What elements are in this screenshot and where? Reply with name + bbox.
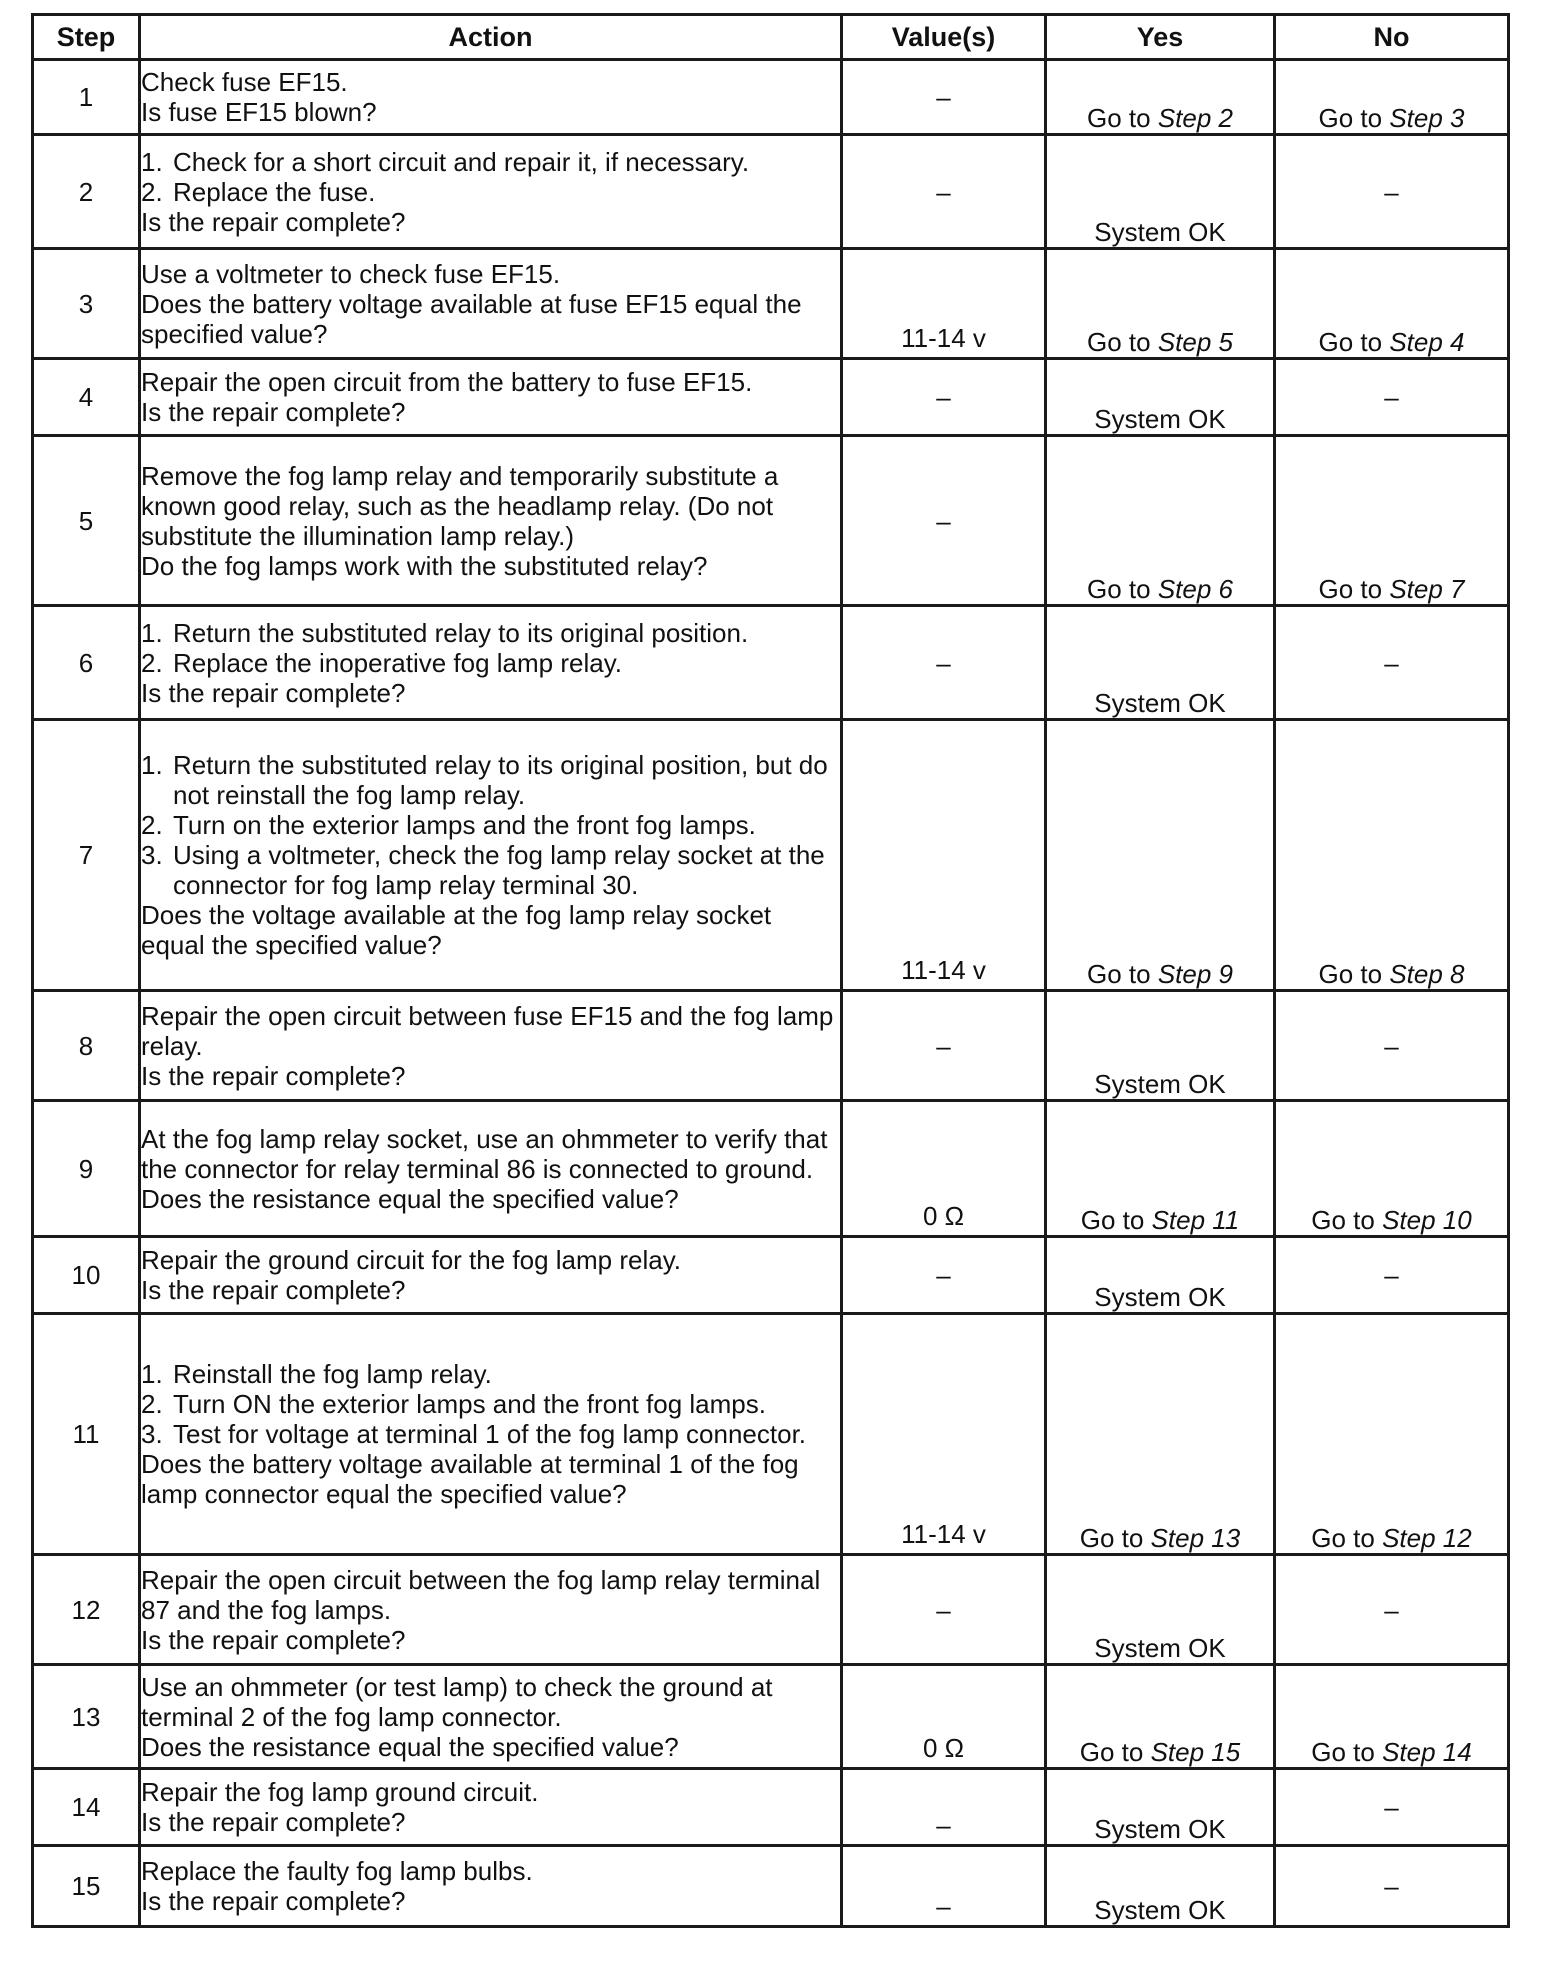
action-cell [140,359,842,436]
value-cell [842,1769,1046,1846]
value-text: 11-14 v [901,1519,986,1549]
yes-cell [1046,1314,1275,1555]
action-item-number: 1. [141,1359,163,1389]
value-text: – [936,382,951,412]
action-text: Does the resistance equal the specified value? [141,1731,679,1762]
yes-result: System OK [1094,1633,1226,1663]
no-cell [1275,1555,1509,1665]
yes-result: System OK [1094,404,1226,434]
action-text: Repair the ground circuit for the fog lamp relay. [141,1245,682,1275]
action-item-text: Turn on the exterior lamps and the front fog lamps. [173,810,756,840]
value-cell [842,359,1046,436]
no-cell [1275,606,1509,720]
yes-cell [1046,60,1275,135]
table-row [33,1846,1509,1927]
yes-step-ref: Step 11 [1151,1205,1240,1235]
value-cell [842,1846,1046,1927]
action-item-text: Return the substituted relay to its original position. [173,617,749,648]
no-goto-label: Go to [1318,574,1383,604]
action-list-item [141,1359,840,1389]
action-text: Is the repair complete? [141,1275,406,1305]
step-number: 11 [33,1314,140,1555]
action-list-item [141,810,840,840]
step-number: 15 [33,1846,140,1927]
action-text: Use a voltmeter to check fuse EF15. [141,258,561,289]
yes-cell [1046,359,1275,436]
yes-cell [1046,720,1275,991]
yes-cell [1046,135,1275,249]
yes-result: System OK [1094,1282,1226,1312]
step-number: 6 [33,606,140,720]
value-text: – [936,1030,951,1061]
table-row [33,1237,1509,1314]
value-cell [842,249,1046,359]
table-row [33,1665,1509,1769]
step-number: 14 [33,1769,140,1846]
no-step-ref: Step 7 [1389,574,1465,604]
value-text: 0 Ω [922,1201,965,1231]
action-text: Is the repair complete? [141,1624,406,1655]
yes-result: System OK [1094,1814,1226,1844]
action-item-text: Replace the fuse. [173,176,376,207]
header-yes: Yes [1046,15,1275,60]
table-row [33,249,1509,359]
value-cell [842,1237,1046,1314]
no-result: – [1384,1260,1399,1290]
table-row [33,991,1509,1101]
yes-goto-label: Go to [1080,1205,1145,1235]
yes-goto-label: Go to [1079,1523,1144,1553]
yes-cell [1046,1846,1275,1927]
action-text: Repair the open circuit between fuse EF15 and the fog lamp relay. [141,1000,834,1061]
no-cell [1275,1237,1509,1314]
value-text: 11-14 v [901,323,986,353]
action-cell [140,720,842,991]
table-row [33,135,1509,249]
no-cell [1275,135,1509,249]
no-goto-label: Go to [1318,103,1383,133]
table-row [33,359,1509,436]
value-text: 11-14 v [901,955,986,985]
no-cell [1275,359,1509,436]
no-step-ref: Step 10 [1382,1205,1472,1235]
action-text: Repair the open circuit from the battery to fuse EF15. [141,367,753,397]
value-cell [842,1555,1046,1665]
no-cell [1275,60,1509,135]
yes-cell [1046,606,1275,720]
yes-cell [1046,1555,1275,1665]
no-step-ref: Step 3 [1389,103,1465,133]
action-item-number: 1. [141,617,163,648]
action-item-number: 3. [141,1419,163,1449]
action-text: Do the fog lamps work with the substituted relay? [141,550,708,581]
yes-result: System OK [1094,688,1226,718]
step-number: 13 [33,1665,140,1769]
yes-step-ref: Step 5 [1157,327,1233,357]
yes-step-ref: Step 13 [1150,1523,1241,1553]
action-cell [140,606,842,720]
action-cell [140,135,842,249]
action-item-text: Check for a short circuit and repair it, if necessary. [173,146,750,177]
action-item-text: Return the substituted relay to its original position, but do not reinstall the fog lamp relay. [173,750,828,810]
no-cell [1275,1314,1509,1555]
header-row [33,15,1509,60]
action-text: Replace the faulty fog lamp bulbs. [141,1856,533,1886]
action-text: Does the battery voltage available at fuse EF15 equal the specified value? [141,288,802,349]
yes-step-ref: Step 2 [1157,103,1233,133]
action-text: Repair the fog lamp ground circuit. [141,1777,539,1807]
action-item-text: Reinstall the fog lamp relay. [173,1359,492,1389]
no-cell [1275,1846,1509,1927]
value-text: – [936,176,951,207]
action-text: Is the repair complete? [141,1807,406,1837]
step-number: 7 [33,720,140,991]
yes-cell [1046,249,1275,359]
value-cell [842,1665,1046,1769]
step-number: 9 [33,1101,140,1237]
action-text: Repair the open circuit between the fog lamp relay terminal 87 and the fog lamps. [141,1564,821,1625]
yes-goto-label: Go to [1087,327,1151,357]
action-cell [140,1101,842,1237]
yes-step-ref: Step 15 [1150,1737,1241,1767]
step-number: 5 [33,436,140,606]
no-cell [1275,991,1509,1101]
no-goto-label: Go to [1311,1737,1375,1767]
header-step: Step [33,15,140,60]
diagnostic-table [31,13,1510,1928]
no-result: – [1384,1792,1399,1822]
yes-cell [1046,991,1275,1101]
no-goto-label: Go to [1318,327,1383,357]
yes-step-ref: Step 9 [1157,959,1233,989]
action-text: Is the repair complete? [141,1060,406,1091]
value-cell [842,1101,1046,1237]
action-item-text: Test for voltage at terminal 1 of the fog lamp connector. [173,1419,807,1449]
table-row [33,1101,1509,1237]
table-row [33,1314,1509,1555]
step-number: 3 [33,249,140,359]
step-number: 1 [33,60,140,135]
action-list-item [141,177,840,207]
action-cell [140,1237,842,1314]
action-item-number: 2. [141,810,163,840]
value-text: – [936,82,951,112]
action-text: Does the battery voltage available at terminal 1 of the fog lamp connector equal the specified value? [141,1449,799,1509]
action-text: At the fog lamp relay socket, use an ohmmeter to verify that the connector for relay terminal 86 is connected to ground. [141,1123,828,1184]
yes-step-ref: Step 6 [1157,574,1233,604]
action-text: Use an ohmmeter (or test lamp) to check the ground at terminal 2 of the fog lamp connector. [141,1671,773,1732]
yes-result: System OK [1094,1069,1226,1099]
no-step-ref: Step 12 [1382,1523,1472,1553]
no-result: – [1384,1594,1399,1625]
action-cell [140,1665,842,1769]
action-text: Does the resistance equal the specified value? [141,1183,679,1214]
step-number: 10 [33,1237,140,1314]
table-row [33,60,1509,135]
action-list-item [141,840,840,900]
value-text: – [936,1810,951,1840]
action-list-item [141,648,840,678]
table-row [33,606,1509,720]
action-list-item [141,750,840,810]
action-item-text: Replace the inoperative fog lamp relay. [173,647,622,678]
no-result: – [1384,176,1399,207]
value-cell [842,720,1046,991]
action-list-item [141,147,840,177]
action-text: Check fuse EF15. [141,67,348,97]
header-action: Action [140,15,842,60]
no-cell [1275,249,1509,359]
value-text: 0 Ω [922,1733,965,1763]
action-cell [140,1846,842,1927]
step-number: 8 [33,991,140,1101]
action-text: Does the voltage available at the fog lamp relay socket equal the specified value? [141,900,772,960]
yes-goto-label: Go to [1087,103,1151,133]
action-item-number: 3. [141,840,163,870]
action-cell [140,1769,842,1846]
no-result: – [1384,647,1399,678]
no-goto-label: Go to [1311,1523,1375,1553]
no-goto-label: Go to [1318,959,1383,989]
action-list-item [141,1389,840,1419]
yes-goto-label: Go to [1087,959,1151,989]
header-value: Value(s) [842,15,1046,60]
action-text: Is fuse EF15 blown? [141,97,377,127]
action-item-number: 2. [141,647,163,678]
action-text: Is the repair complete? [141,397,406,427]
value-text: – [936,1594,951,1625]
action-item-number: 1. [141,146,163,177]
value-cell [842,1314,1046,1555]
value-text: – [936,1891,951,1921]
table-row [33,1555,1509,1665]
value-cell [842,606,1046,720]
value-cell [842,60,1046,135]
yes-result: System OK [1094,217,1226,247]
table-row [33,436,1509,606]
action-item-number: 2. [141,1389,163,1419]
action-item-number: 1. [141,750,163,780]
no-goto-label: Go to [1311,1205,1375,1235]
no-result: – [1384,1030,1399,1061]
action-cell [140,249,842,359]
yes-cell [1046,1665,1275,1769]
action-item-text: Turn ON the exterior lamps and the front fog lamps. [173,1389,766,1419]
yes-cell [1046,436,1275,606]
step-number: 4 [33,359,140,436]
table-row [33,1769,1509,1846]
action-cell [140,991,842,1101]
yes-goto-label: Go to [1087,574,1151,604]
step-number: 2 [33,135,140,249]
value-cell [842,436,1046,606]
yes-cell [1046,1237,1275,1314]
no-cell [1275,720,1509,991]
action-cell [140,436,842,606]
no-step-ref: Step 14 [1382,1737,1472,1767]
yes-cell [1046,1101,1275,1237]
no-cell [1275,1101,1509,1237]
action-cell [140,60,842,135]
action-text: Remove the fog lamp relay and temporarily substitute a known good relay, such as the headlamp relay. (Do not substitute the illumination lamp relay.) [141,460,779,551]
value-text: – [936,1260,951,1290]
value-cell [842,135,1046,249]
action-text: Is the repair complete? [141,1886,406,1916]
yes-cell [1046,1769,1275,1846]
value-text: – [936,505,951,536]
no-result: – [1384,382,1399,412]
no-cell [1275,1769,1509,1846]
action-item-number: 2. [141,176,163,207]
action-text: Is the repair complete? [141,206,406,237]
action-cell [140,1555,842,1665]
yes-result: System OK [1094,1895,1226,1925]
action-list-item [141,1419,840,1449]
action-text: Is the repair complete? [141,677,406,708]
yes-goto-label: Go to [1079,1737,1144,1767]
action-item-text: Using a voltmeter, check the fog lamp relay socket at the connector for fog lamp relay terminal 30. [173,840,825,900]
value-text: – [936,647,951,678]
step-number: 12 [33,1555,140,1665]
action-cell [140,1314,842,1555]
table-row [33,720,1509,991]
no-cell [1275,436,1509,606]
action-list-item [141,618,840,648]
no-result: – [1384,1871,1399,1901]
no-step-ref: Step 8 [1389,959,1465,989]
no-cell [1275,1665,1509,1769]
no-step-ref: Step 4 [1389,327,1465,357]
value-cell [842,991,1046,1101]
header-no: No [1275,15,1509,60]
